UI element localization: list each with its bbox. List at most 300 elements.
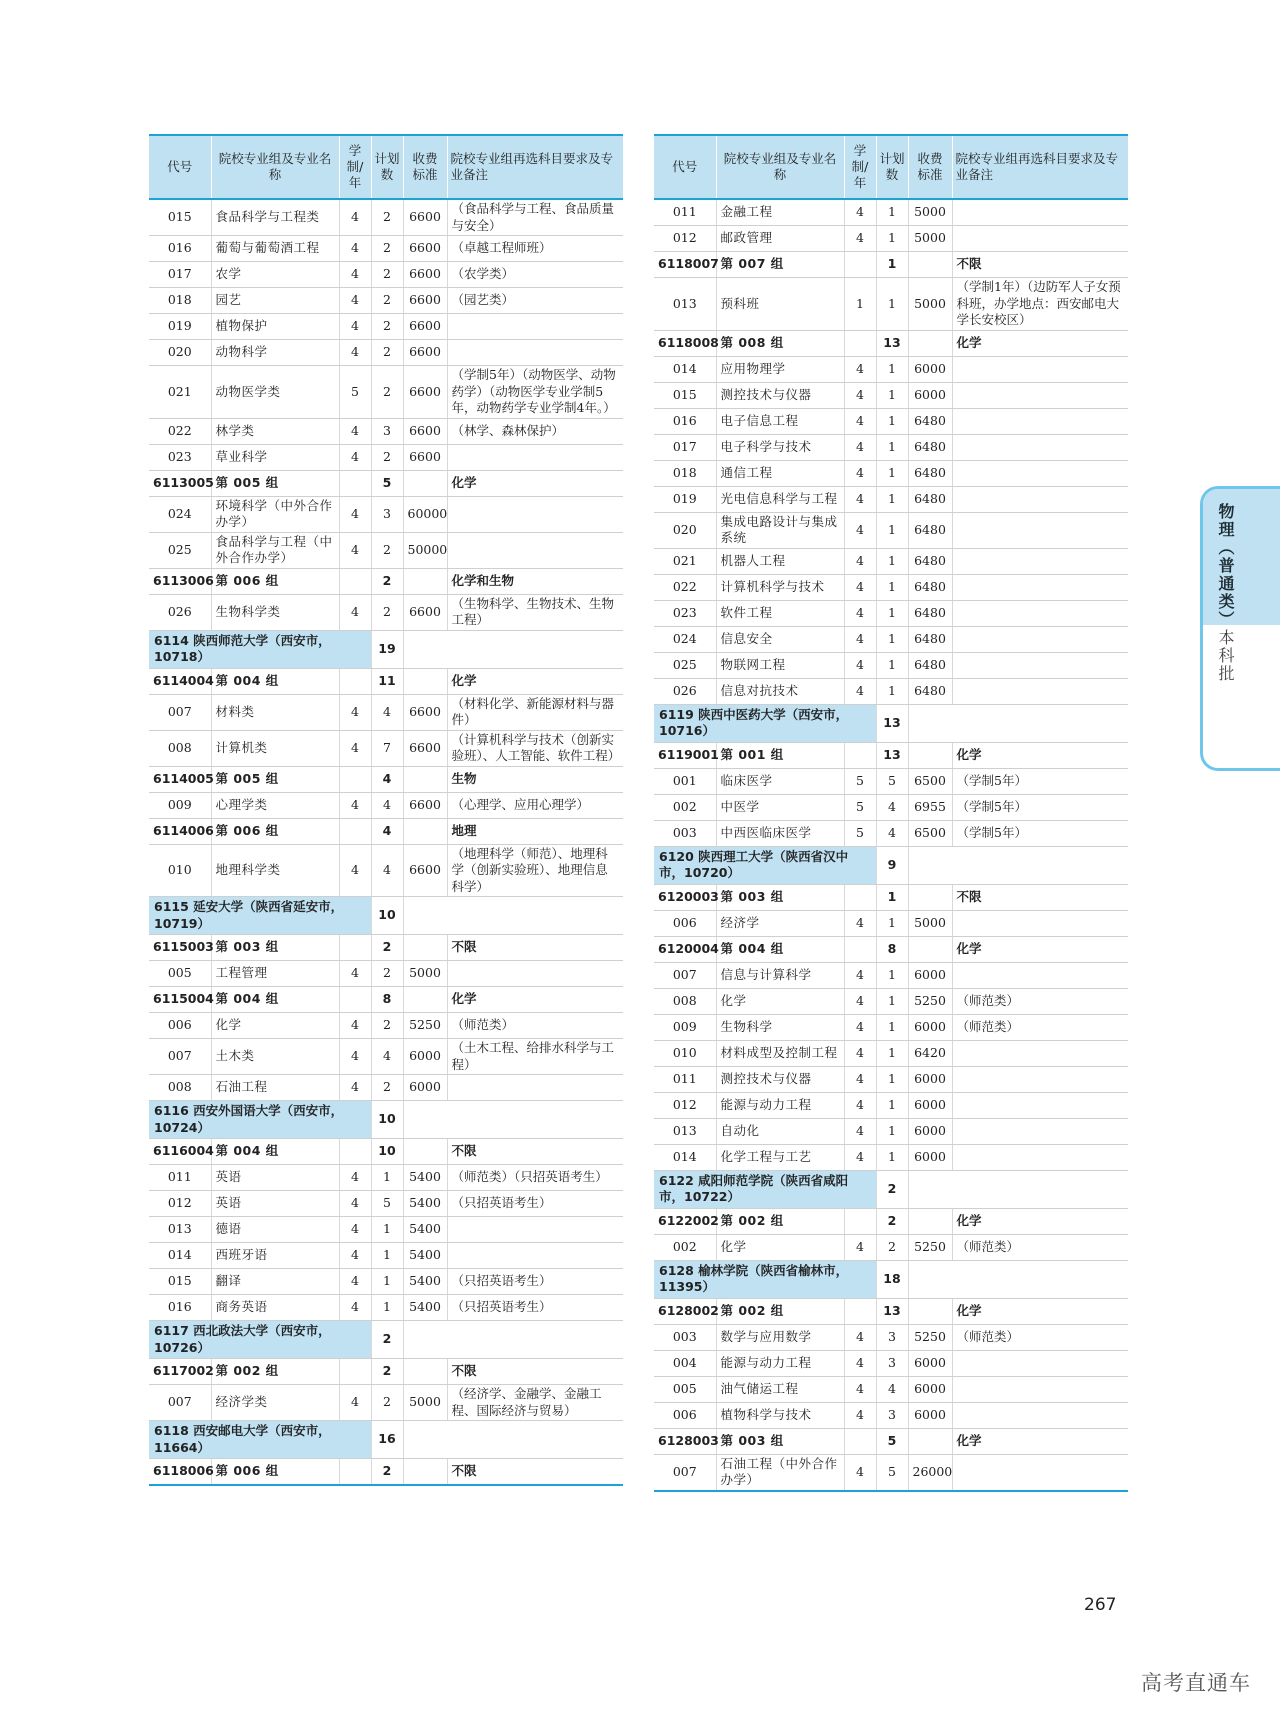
major-row — [654, 512, 1128, 548]
major-plan: 3 — [876, 1402, 908, 1428]
major-plan: 1 — [371, 1269, 403, 1295]
major-row — [149, 236, 623, 262]
group-fee — [403, 766, 447, 792]
major-name: 环境科学（中外合作办学） — [211, 496, 339, 532]
major-row — [149, 1385, 623, 1421]
major-plan: 4 — [876, 820, 908, 846]
major-years: 4 — [339, 1039, 371, 1075]
major-fee: 6500 — [908, 768, 952, 794]
major-name: 电子科学与技术 — [716, 434, 844, 460]
header-fee: 收费标准 — [403, 135, 447, 199]
group-row — [654, 742, 1128, 768]
major-fee: 6480 — [908, 574, 952, 600]
major-notes — [447, 340, 623, 366]
major-row — [654, 678, 1128, 704]
major-years: 4 — [339, 340, 371, 366]
major-name: 通信工程 — [716, 460, 844, 486]
university-name: 6115 延安大学（陕西省延安市，10719） — [149, 897, 371, 935]
major-code: 023 — [149, 444, 211, 470]
major-plan: 5 — [371, 1191, 403, 1217]
major-row — [149, 340, 623, 366]
group-years — [339, 935, 371, 961]
major-plan: 1 — [876, 962, 908, 988]
major-row — [149, 730, 623, 766]
major-code: 009 — [654, 1014, 716, 1040]
major-code: 017 — [654, 434, 716, 460]
group-plan: 2 — [876, 1208, 908, 1234]
major-name: 材料类 — [211, 694, 339, 730]
major-notes — [952, 962, 1128, 988]
major-row — [149, 1243, 623, 1269]
major-notes: （学制1年）（边防军人子女预科班，办学地点：西安邮电大学长安校区） — [952, 278, 1128, 331]
major-plan: 1 — [876, 1014, 908, 1040]
group-row — [654, 1208, 1128, 1234]
major-fee: 6480 — [908, 408, 952, 434]
major-row — [149, 314, 623, 340]
major-notes — [952, 512, 1128, 548]
major-plan: 2 — [371, 236, 403, 262]
group-plan: 13 — [876, 1298, 908, 1324]
major-code: 007 — [654, 962, 716, 988]
right-enrollment-table — [654, 134, 1128, 1492]
major-name: 化学 — [716, 1234, 844, 1260]
major-fee: 6600 — [403, 236, 447, 262]
major-notes — [447, 1243, 623, 1269]
group-plan: 2 — [371, 935, 403, 961]
major-code: 007 — [654, 1454, 716, 1491]
group-code: 6114005 — [149, 766, 211, 792]
major-notes — [952, 626, 1128, 652]
major-notes — [447, 961, 623, 987]
major-code: 011 — [149, 1165, 211, 1191]
group-row — [149, 1359, 623, 1385]
group-fee — [403, 568, 447, 594]
group-name: 第 003 组 — [716, 884, 844, 910]
major-code: 014 — [654, 1144, 716, 1170]
group-fee — [908, 936, 952, 962]
group-row — [149, 987, 623, 1013]
group-code: 6119001 — [654, 742, 716, 768]
major-code: 003 — [654, 820, 716, 846]
major-notes — [447, 1075, 623, 1101]
group-years — [339, 470, 371, 496]
major-notes: （农学类） — [447, 262, 623, 288]
group-subject-requirement: 化学 — [952, 936, 1128, 962]
major-name: 植物科学与技术 — [716, 1402, 844, 1428]
group-plan: 5 — [876, 1428, 908, 1454]
major-plan: 7 — [371, 730, 403, 766]
group-years — [339, 568, 371, 594]
major-code: 007 — [149, 1385, 211, 1421]
major-fee: 6955 — [908, 794, 952, 820]
group-row — [149, 470, 623, 496]
major-name: 植物保护 — [211, 314, 339, 340]
group-row — [149, 568, 623, 594]
major-name: 动物医学类 — [211, 366, 339, 419]
major-name: 信息与计算科学 — [716, 962, 844, 988]
major-row — [654, 1118, 1128, 1144]
page-number: 267 — [1084, 1595, 1117, 1615]
major-years: 4 — [339, 1013, 371, 1039]
major-name: 测控技术与仪器 — [716, 1066, 844, 1092]
university-row — [149, 1321, 623, 1359]
university-name: 6116 西安外国语大学（西安市，10724） — [149, 1101, 371, 1139]
major-years: 4 — [844, 548, 876, 574]
major-years: 4 — [844, 1324, 876, 1350]
major-code: 008 — [654, 988, 716, 1014]
group-row — [149, 935, 623, 961]
major-row — [654, 278, 1128, 331]
major-years: 4 — [844, 434, 876, 460]
major-fee: 6480 — [908, 626, 952, 652]
major-notes: （土木工程、给排水科学与工程） — [447, 1039, 623, 1075]
major-row — [149, 961, 623, 987]
major-years: 4 — [844, 988, 876, 1014]
major-code: 020 — [149, 340, 211, 366]
major-years: 4 — [844, 226, 876, 252]
major-years: 4 — [844, 652, 876, 678]
major-code: 014 — [149, 1243, 211, 1269]
university-row — [654, 1170, 1128, 1208]
major-plan: 2 — [371, 314, 403, 340]
major-years: 5 — [844, 768, 876, 794]
major-fee: 6000 — [908, 1402, 952, 1428]
header-years: 学制/年 — [844, 135, 876, 199]
major-fee: 6000 — [908, 1376, 952, 1402]
major-code: 019 — [149, 314, 211, 340]
major-fee: 6480 — [908, 512, 952, 548]
major-years: 4 — [339, 496, 371, 532]
university-plan: 10 — [371, 897, 403, 935]
group-name: 第 006 组 — [211, 1459, 339, 1486]
major-years: 4 — [844, 1402, 876, 1428]
major-row — [654, 1454, 1128, 1491]
major-years: 4 — [844, 460, 876, 486]
major-notes: （学制5年） — [952, 794, 1128, 820]
major-notes — [952, 652, 1128, 678]
major-notes — [952, 1144, 1128, 1170]
major-name: 化学 — [211, 1013, 339, 1039]
major-notes — [952, 1350, 1128, 1376]
empty-cell — [403, 1321, 623, 1359]
major-notes — [952, 199, 1128, 226]
major-plan: 1 — [371, 1217, 403, 1243]
group-years — [339, 668, 371, 694]
group-row — [654, 330, 1128, 356]
major-name: 计算机类 — [211, 730, 339, 766]
major-years: 4 — [844, 486, 876, 512]
group-row — [149, 1139, 623, 1165]
major-row — [149, 1269, 623, 1295]
major-fee: 6480 — [908, 600, 952, 626]
empty-cell — [908, 846, 1128, 884]
major-name: 林学类 — [211, 418, 339, 444]
major-notes — [952, 434, 1128, 460]
major-code: 004 — [654, 1350, 716, 1376]
major-code: 018 — [149, 288, 211, 314]
major-name: 测控技术与仪器 — [716, 382, 844, 408]
group-subject-requirement: 化学和生物 — [447, 568, 623, 594]
group-plan: 4 — [371, 766, 403, 792]
group-years — [339, 766, 371, 792]
major-row — [654, 486, 1128, 512]
major-plan: 2 — [371, 199, 403, 236]
group-name: 第 002 组 — [716, 1208, 844, 1234]
major-years: 4 — [339, 314, 371, 340]
major-notes: （经济学、金融学、金融工程、国际经济与贸易） — [447, 1385, 623, 1421]
major-code: 023 — [654, 600, 716, 626]
group-plan: 1 — [876, 252, 908, 278]
major-code: 016 — [149, 236, 211, 262]
group-fee — [403, 987, 447, 1013]
group-row — [149, 818, 623, 844]
major-fee: 6600 — [403, 418, 447, 444]
group-plan: 2 — [371, 1459, 403, 1486]
major-row — [149, 418, 623, 444]
major-notes — [952, 1454, 1128, 1491]
major-code: 025 — [654, 652, 716, 678]
major-row — [654, 652, 1128, 678]
major-plan: 1 — [876, 1092, 908, 1118]
group-fee — [403, 668, 447, 694]
group-code: 6120004 — [654, 936, 716, 962]
major-name: 生物科学 — [716, 1014, 844, 1040]
major-row — [149, 1295, 623, 1321]
header-years: 学制/年 — [339, 135, 371, 199]
left-enrollment-table — [149, 134, 623, 1486]
group-plan: 13 — [876, 330, 908, 356]
major-years: 4 — [844, 1454, 876, 1491]
group-subject-requirement: 不限 — [952, 252, 1128, 278]
major-notes: （生物科学、生物技术、生物工程） — [447, 594, 623, 630]
major-fee: 6600 — [403, 262, 447, 288]
group-years — [844, 742, 876, 768]
major-row — [654, 460, 1128, 486]
major-code: 026 — [149, 594, 211, 630]
major-fee: 6480 — [908, 652, 952, 678]
group-fee — [908, 330, 952, 356]
major-years: 4 — [339, 594, 371, 630]
group-years — [844, 1428, 876, 1454]
major-notes: （地理科学（师范）、地理科学（创新实验班）、地理信息科学） — [447, 844, 623, 897]
major-fee: 6480 — [908, 460, 952, 486]
major-years: 4 — [844, 408, 876, 434]
major-plan: 1 — [876, 626, 908, 652]
major-fee: 6600 — [403, 594, 447, 630]
major-name: 动物科学 — [211, 340, 339, 366]
major-row — [654, 1066, 1128, 1092]
header-code: 代号 — [149, 135, 211, 199]
group-code: 6115003 — [149, 935, 211, 961]
major-years: 4 — [844, 1040, 876, 1066]
major-code: 015 — [149, 1269, 211, 1295]
major-fee: 5400 — [403, 1269, 447, 1295]
group-years — [844, 936, 876, 962]
major-notes — [952, 548, 1128, 574]
major-row — [149, 288, 623, 314]
major-row — [654, 794, 1128, 820]
major-fee: 5000 — [403, 1385, 447, 1421]
empty-cell — [403, 1101, 623, 1139]
major-row — [149, 1217, 623, 1243]
major-row — [654, 600, 1128, 626]
major-notes — [447, 532, 623, 568]
major-plan: 2 — [371, 1013, 403, 1039]
empty-cell — [908, 1170, 1128, 1208]
group-name: 第 008 组 — [716, 330, 844, 356]
group-fee — [908, 1428, 952, 1454]
group-subject-requirement: 化学 — [952, 1208, 1128, 1234]
header-name: 院校专业组及专业名称 — [211, 135, 339, 199]
major-name: 食品科学与工程（中外合作办学） — [211, 532, 339, 568]
major-code: 005 — [149, 961, 211, 987]
group-row — [654, 1428, 1128, 1454]
header-name: 院校专业组及专业名称 — [716, 135, 844, 199]
major-notes — [952, 226, 1128, 252]
major-fee: 5000 — [403, 961, 447, 987]
major-plan: 3 — [371, 418, 403, 444]
university-plan: 19 — [371, 630, 403, 668]
major-years: 4 — [844, 1118, 876, 1144]
major-row — [149, 1039, 623, 1075]
major-row — [149, 199, 623, 236]
university-row — [149, 630, 623, 668]
major-years: 1 — [844, 278, 876, 331]
group-years — [339, 1139, 371, 1165]
major-years: 4 — [339, 1269, 371, 1295]
group-subject-requirement: 化学 — [952, 330, 1128, 356]
major-plan: 1 — [876, 574, 908, 600]
major-row — [149, 444, 623, 470]
group-fee — [908, 252, 952, 278]
major-plan: 1 — [876, 1144, 908, 1170]
major-years: 4 — [339, 961, 371, 987]
major-plan: 3 — [876, 1324, 908, 1350]
major-row — [149, 694, 623, 730]
major-code: 019 — [654, 486, 716, 512]
major-fee: 5000 — [908, 226, 952, 252]
major-plan: 2 — [371, 1075, 403, 1101]
section-side-tab — [1200, 486, 1280, 771]
major-notes: （师范类） — [952, 1234, 1128, 1260]
major-name: 电子信息工程 — [716, 408, 844, 434]
major-plan: 2 — [371, 366, 403, 419]
major-name: 园艺 — [211, 288, 339, 314]
major-code: 015 — [654, 382, 716, 408]
major-row — [654, 626, 1128, 652]
major-fee: 6480 — [908, 486, 952, 512]
major-fee: 6000 — [403, 1075, 447, 1101]
major-plan: 1 — [876, 278, 908, 331]
group-fee — [403, 818, 447, 844]
major-plan: 1 — [876, 678, 908, 704]
major-name: 食品科学与工程类 — [211, 199, 339, 236]
group-plan: 11 — [371, 668, 403, 694]
major-plan: 4 — [876, 794, 908, 820]
major-name: 地理科学类 — [211, 844, 339, 897]
table-header-row — [149, 135, 623, 199]
major-fee: 5000 — [908, 278, 952, 331]
major-notes — [952, 1402, 1128, 1428]
major-code: 021 — [654, 548, 716, 574]
major-code: 006 — [654, 1402, 716, 1428]
major-row — [654, 356, 1128, 382]
header-code: 代号 — [654, 135, 716, 199]
major-years: 4 — [339, 236, 371, 262]
major-fee: 6000 — [908, 1092, 952, 1118]
major-row — [149, 594, 623, 630]
group-name: 第 006 组 — [211, 568, 339, 594]
major-fee: 5250 — [908, 1324, 952, 1350]
group-code: 6120003 — [654, 884, 716, 910]
major-plan: 2 — [371, 594, 403, 630]
major-years: 4 — [844, 512, 876, 548]
major-notes — [952, 1092, 1128, 1118]
group-name: 第 004 组 — [211, 987, 339, 1013]
group-fee — [908, 1298, 952, 1324]
major-name: 材料成型及控制工程 — [716, 1040, 844, 1066]
major-notes — [952, 382, 1128, 408]
major-fee: 6000 — [908, 1014, 952, 1040]
group-fee — [403, 1139, 447, 1165]
major-plan: 1 — [876, 382, 908, 408]
major-row — [149, 1013, 623, 1039]
major-years: 4 — [339, 444, 371, 470]
major-fee: 5400 — [403, 1243, 447, 1269]
major-plan: 1 — [876, 1118, 908, 1144]
major-notes: （食品科学与工程、食品质量与安全） — [447, 199, 623, 236]
major-years: 4 — [339, 1217, 371, 1243]
major-name: 临床医学 — [716, 768, 844, 794]
university-row — [654, 846, 1128, 884]
group-row — [654, 1298, 1128, 1324]
group-plan: 10 — [371, 1139, 403, 1165]
major-fee: 5250 — [403, 1013, 447, 1039]
major-row — [654, 382, 1128, 408]
major-row — [654, 1014, 1128, 1040]
major-fee: 6000 — [908, 1350, 952, 1376]
group-row — [149, 766, 623, 792]
major-fee: 6600 — [403, 844, 447, 897]
major-name: 农学 — [211, 262, 339, 288]
header-plan: 计划数 — [876, 135, 908, 199]
major-fee: 6600 — [403, 199, 447, 236]
group-fee — [908, 742, 952, 768]
major-plan: 2 — [876, 1234, 908, 1260]
major-code: 008 — [149, 730, 211, 766]
major-name: 预科班 — [716, 278, 844, 331]
major-code: 020 — [654, 512, 716, 548]
group-subject-requirement: 化学 — [952, 1428, 1128, 1454]
major-plan: 4 — [876, 1376, 908, 1402]
major-years: 4 — [844, 356, 876, 382]
major-name: 翻译 — [211, 1269, 339, 1295]
major-plan: 4 — [371, 694, 403, 730]
major-row — [654, 820, 1128, 846]
major-name: 德语 — [211, 1217, 339, 1243]
group-name: 第 002 组 — [211, 1359, 339, 1385]
major-name: 物联网工程 — [716, 652, 844, 678]
group-plan: 13 — [876, 742, 908, 768]
major-plan: 5 — [876, 1454, 908, 1491]
university-row — [149, 1101, 623, 1139]
group-row — [654, 936, 1128, 962]
major-code: 007 — [149, 694, 211, 730]
group-name: 第 005 组 — [211, 766, 339, 792]
major-plan: 1 — [876, 486, 908, 512]
header-requirements: 院校专业组再选科目要求及专业备注 — [952, 135, 1128, 199]
major-plan: 2 — [371, 444, 403, 470]
